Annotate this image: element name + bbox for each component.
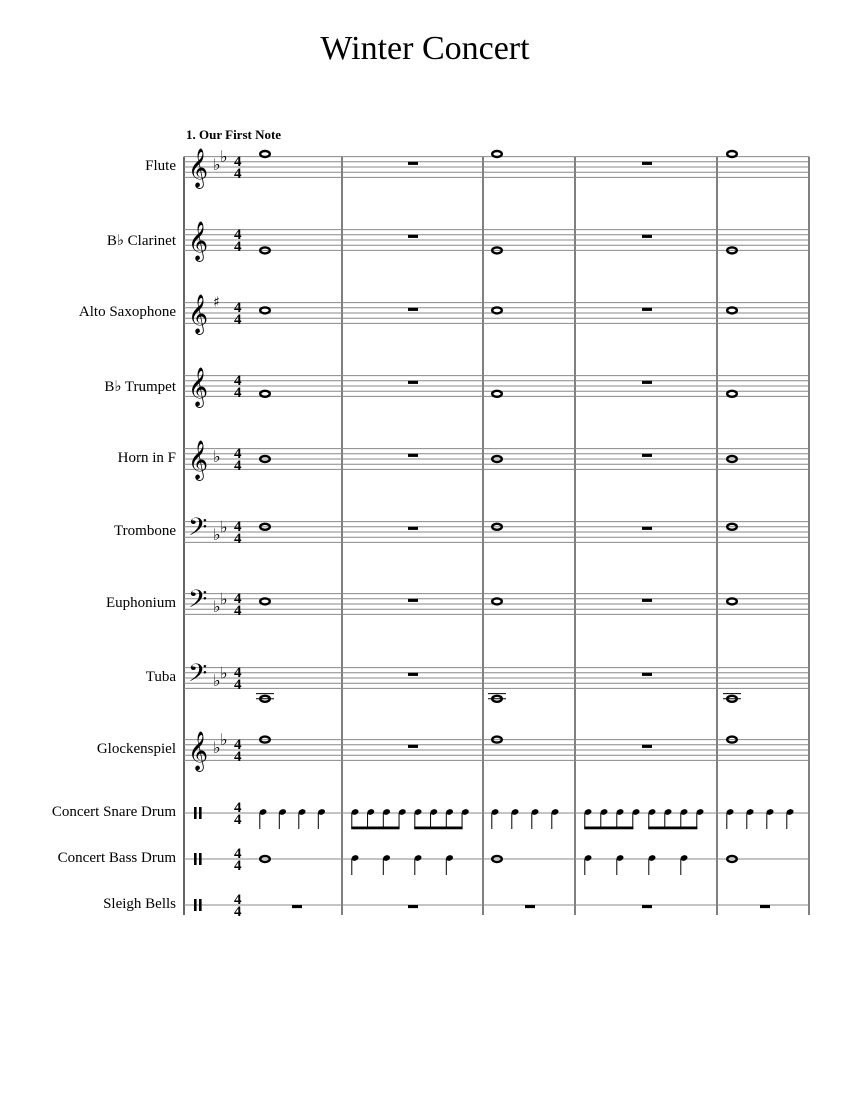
instrument-label-sleigh-bells: Sleigh Bells — [103, 896, 176, 912]
flat-icon: ♭ — [220, 589, 228, 609]
treble-clef-icon: 𝄞 — [188, 148, 209, 188]
bass-clef-icon: 𝄢 — [188, 659, 208, 694]
whole-note — [727, 151, 737, 157]
percussion-clef-icon — [199, 899, 202, 911]
whole-rest — [642, 162, 652, 165]
staff-8 — [184, 730, 809, 772]
staff-5 — [184, 513, 809, 548]
flat-icon: ♭ — [220, 147, 228, 167]
instrument-label-euphonium: Euphonium — [106, 595, 176, 611]
whole-note — [260, 151, 270, 157]
flat-icon: ♭ — [213, 597, 221, 617]
time-signature-digit: 4 — [234, 519, 242, 535]
flat-icon: ♭ — [213, 525, 221, 545]
whole-rest — [408, 745, 418, 748]
staff-4 — [184, 440, 809, 481]
whole-rest — [408, 905, 418, 908]
whole-rest — [408, 235, 418, 238]
time-signature-digit: 4 — [234, 373, 242, 389]
treble-clef-icon: 𝄞 — [188, 731, 209, 771]
bass-clef-icon: 𝄢 — [188, 513, 208, 548]
flat-icon: ♭ — [213, 738, 221, 757]
whole-rest — [642, 673, 652, 676]
instrument-label-tuba: Tuba — [145, 669, 176, 685]
time-signature-digit: 4 — [234, 677, 242, 693]
note-beam — [351, 827, 399, 830]
time-signature-digit: 4 — [234, 665, 242, 681]
time-signature-digit: 4 — [234, 591, 242, 607]
treble-clef-icon: 𝄞 — [188, 367, 209, 407]
treble-clef-icon: 𝄞 — [188, 294, 209, 334]
whole-note — [260, 598, 270, 604]
instrument-label-flute: Flute — [145, 158, 176, 174]
time-signature-digit: 4 — [234, 892, 242, 908]
whole-rest — [642, 745, 652, 748]
time-signature-digit: 4 — [234, 737, 242, 753]
flat-icon: ♭ — [213, 447, 221, 466]
time-signature-digit: 4 — [234, 458, 242, 474]
flat-icon: ♭ — [213, 671, 221, 691]
bass-clef-icon: 𝄢 — [188, 585, 208, 620]
whole-rest — [408, 308, 418, 311]
whole-rest — [642, 905, 652, 908]
treble-clef-icon: 𝄞 — [188, 221, 209, 261]
staff-7 — [184, 659, 809, 702]
whole-rest — [408, 527, 418, 530]
instrument-label-clarinet: B♭ Clarinet — [106, 233, 176, 249]
percussion-clef-icon — [194, 899, 197, 911]
instrument-label-glockenspiel: Glockenspiel — [96, 741, 176, 757]
flat-icon: ♭ — [220, 663, 228, 683]
whole-rest — [408, 381, 418, 384]
whole-note — [492, 307, 502, 313]
staff-9 — [184, 800, 809, 829]
time-signature-digit: 4 — [234, 531, 242, 547]
staff-10 — [184, 846, 809, 875]
instrument-label-bass-drum: Concert Bass Drum — [57, 850, 176, 866]
movement-title: 1. Our First Note — [186, 127, 282, 142]
time-signature-digit: 4 — [234, 800, 242, 816]
time-signature-digit: 4 — [234, 749, 242, 765]
note-beam — [584, 827, 633, 830]
treble-clef-icon: 𝄞 — [188, 440, 209, 480]
percussion-clef-icon — [194, 807, 197, 819]
whole-rest — [408, 162, 418, 165]
instrument-label-trombone: Trombone — [114, 523, 176, 539]
whole-rest — [642, 381, 652, 384]
staff-6 — [184, 585, 809, 620]
flat-icon: ♭ — [220, 517, 228, 537]
instrument-label-snare-drum: Concert Snare Drum — [51, 804, 176, 820]
whole-rest — [760, 905, 770, 908]
whole-rest — [642, 527, 652, 530]
whole-rest — [642, 308, 652, 311]
whole-note — [492, 151, 502, 157]
time-signature-digit: 4 — [234, 227, 242, 243]
whole-rest — [408, 673, 418, 676]
sharp-icon: ♯ — [213, 294, 220, 311]
time-signature-digit: 4 — [234, 385, 242, 401]
staff-1 — [184, 221, 809, 262]
whole-rest — [525, 905, 535, 908]
whole-note — [260, 391, 270, 397]
percussion-clef-icon — [199, 853, 202, 865]
whole-note — [492, 391, 502, 397]
note-beam — [648, 827, 697, 830]
instrument-label-alto-saxophone: Alto Saxophone — [78, 304, 176, 320]
whole-rest — [642, 235, 652, 238]
whole-note — [727, 598, 737, 604]
time-signature-digit: 4 — [234, 166, 242, 182]
time-signature-digit: 4 — [234, 904, 242, 920]
time-signature-digit: 4 — [234, 312, 242, 328]
flat-icon: ♭ — [213, 155, 221, 174]
whole-rest — [292, 905, 302, 908]
time-signature-digit: 4 — [234, 846, 242, 862]
whole-rest — [408, 454, 418, 457]
time-signature-digit: 4 — [234, 446, 242, 462]
whole-note — [727, 391, 737, 397]
staff-0 — [184, 147, 809, 189]
time-signature-digit: 4 — [234, 154, 242, 170]
staff-2 — [184, 294, 809, 335]
time-signature-digit: 4 — [234, 603, 242, 619]
staff-11 — [184, 892, 809, 920]
time-signature-digit: 4 — [234, 239, 242, 255]
instrument-label-horn: Horn in F — [117, 450, 176, 466]
percussion-clef-icon — [199, 807, 202, 819]
whole-rest — [408, 599, 418, 602]
staff-3 — [184, 367, 809, 408]
time-signature-digit: 4 — [234, 300, 242, 316]
whole-rest — [642, 454, 652, 457]
percussion-clef-icon — [194, 853, 197, 865]
time-signature-digit: 4 — [234, 858, 242, 874]
flat-icon: ♭ — [220, 730, 228, 750]
whole-note — [492, 598, 502, 604]
instrument-label-trumpet: B♭ Trumpet — [104, 379, 176, 395]
time-signature-digit: 4 — [234, 812, 242, 828]
whole-rest — [642, 599, 652, 602]
score-title: Winter Concert — [320, 30, 530, 67]
whole-note — [260, 307, 270, 313]
whole-note — [727, 307, 737, 313]
note-beam — [414, 827, 462, 830]
